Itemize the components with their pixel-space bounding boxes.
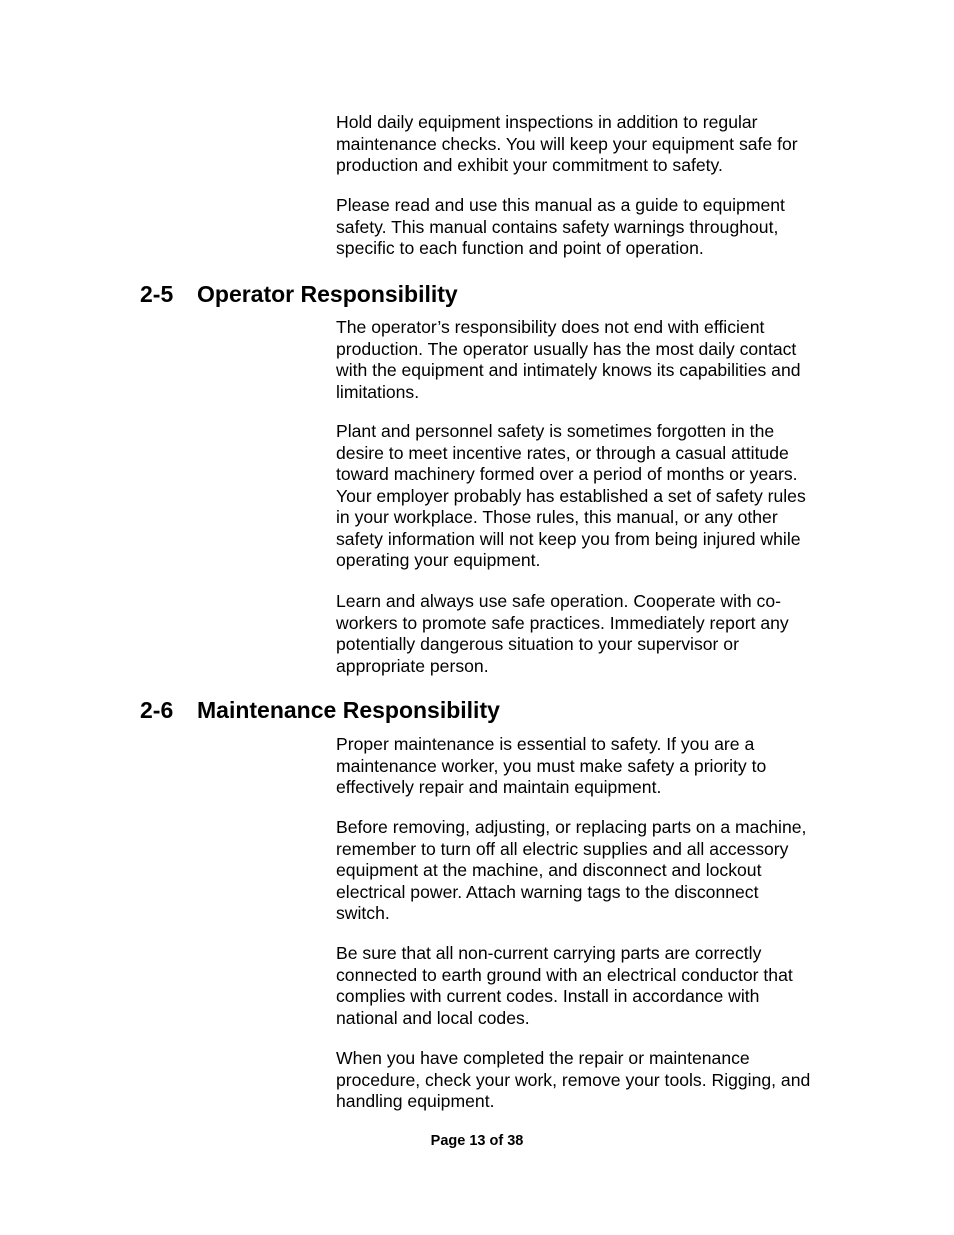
section-title: Operator Responsibility bbox=[197, 281, 458, 307]
section-number: 2-5 bbox=[140, 281, 174, 307]
intro-paragraph-1: Hold daily equipment inspections in addition to regular maintenance checks. You will keep your equipment safe for production and exhibit your commitment to safety. bbox=[336, 112, 798, 175]
operator-paragraph-1: The operator’s responsibility does not end with efficient production. The operator usually has the most daily contact with the equipment and intimately knows its capabilities and limitations. bbox=[336, 317, 801, 402]
section-heading-2-5 bbox=[140, 280, 458, 308]
operator-paragraph-3: Learn and always use safe operation. Cooperate with co- workers to promote safe practices. Immediately report any potentially dangerous situation to your supervisor or appropriate person. bbox=[336, 591, 789, 676]
maintenance-paragraph-4: When you have completed the repair or maintenance procedure, check your work, remove your tools. Rigging, and handling equipment. bbox=[336, 1048, 811, 1111]
intro-paragraph-2: Please read and use this manual as a guide to equipment safety. This manual contains safety warnings throughout, specific to each function and point of operation. bbox=[336, 195, 785, 258]
page-number-footer: Page 13 of 38 bbox=[430, 1133, 524, 1149]
section-title: Maintenance Responsibility bbox=[197, 697, 500, 723]
section-number: 2-6 bbox=[140, 697, 174, 723]
maintenance-paragraph-3: Be sure that all non-current carrying parts are correctly connected to earth ground with an electrical conductor that complies with current codes. Install in accordance with national and local codes. bbox=[336, 943, 793, 1028]
operator-paragraph-2: Plant and personnel safety is sometimes forgotten in the desire to meet incentive rates, or through a casual attitude toward machinery formed over a period of months or years. Your employer probably has established a set of safety rules in your workplace. Those rules, this manual, or any other safety information will not keep you from being injured while operating your equipment. bbox=[336, 421, 806, 570]
section-heading-2-6 bbox=[140, 696, 500, 724]
maintenance-paragraph-1: Proper maintenance is essential to safety. If you are a maintenance worker, you must make safety a priority to effectively repair and maintain equipment. bbox=[336, 734, 767, 797]
maintenance-paragraph-2: Before removing, adjusting, or replacing parts on a machine, remember to turn off all electric supplies and all accessory equipment at the machine, and disconnect and lockout electrical power. Attach warning tags to the disconnect switch. bbox=[336, 817, 807, 923]
